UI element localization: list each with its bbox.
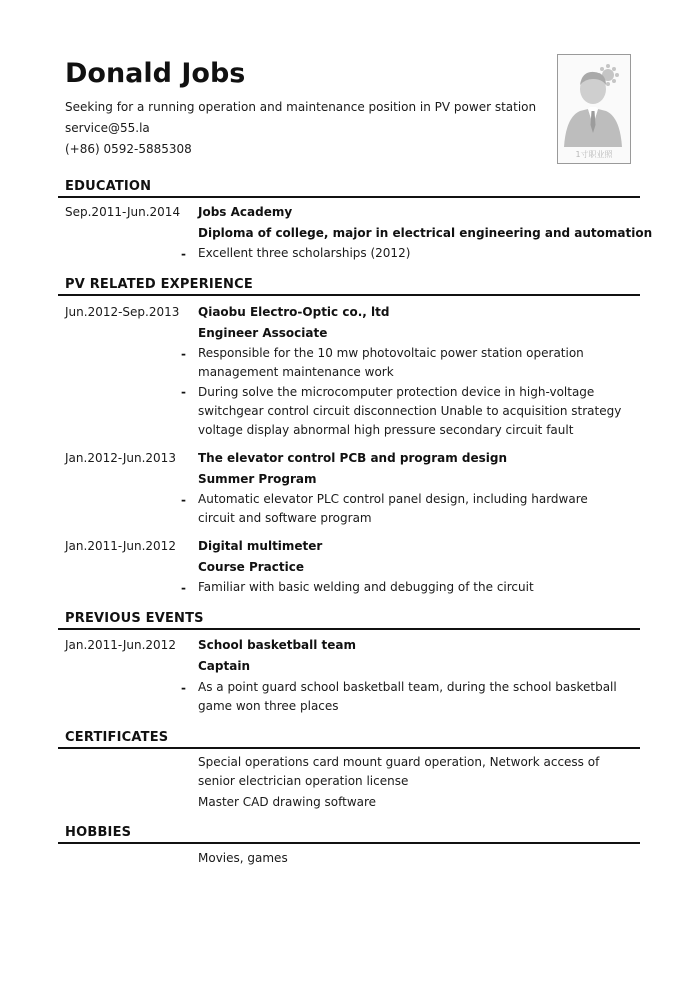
section-title-experience: PV RELATED EXPERIENCE	[65, 277, 253, 292]
education-date: Sep.2011-Jun.2014	[65, 205, 181, 219]
event-bullet: As a point guard school basketball team, during the school basketball game won three places	[198, 680, 617, 713]
section-title-events: PREVIOUS EVENTS	[65, 611, 204, 626]
phone-text: (+86) 0592-5885308	[65, 142, 192, 156]
event-role: Captain	[198, 659, 250, 673]
experience-date: Jun.2012-Sep.2013	[65, 305, 180, 319]
experience-bullet: Automatic elevator PLC control panel design, including hardware circuit and software program	[198, 492, 588, 525]
event-date: Jan.2011-Jun.2012	[65, 638, 176, 652]
section-divider	[58, 842, 640, 844]
certificate-item: Special operations card mount guard operation, Network access of senior electrician operation license	[198, 755, 600, 788]
experience-org: Digital multimeter	[198, 539, 323, 553]
section-title-certificates: CERTIFICATES	[65, 730, 169, 745]
person-silhouette-icon	[558, 55, 630, 163]
bullet-marker: -	[181, 385, 186, 399]
bullet-marker: -	[181, 347, 186, 361]
candidate-name: Donald Jobs	[65, 58, 246, 89]
experience-date: Jan.2011-Jun.2012	[65, 539, 176, 553]
section-title-hobbies: HOBBIES	[65, 825, 132, 840]
experience-date: Jan.2012-Jun.2013	[65, 451, 176, 465]
education-school: Jobs Academy	[198, 205, 293, 219]
experience-bullet: Responsible for the 10 mw photovoltaic power station operation management maintenance work	[198, 346, 584, 379]
profile-photo	[557, 54, 631, 164]
experience-org: Qiaobu Electro-Optic co., ltd	[198, 305, 390, 319]
experience-role: Engineer Associate	[198, 326, 328, 340]
bullet-marker: -	[181, 247, 186, 261]
email-text: service@55.la	[65, 121, 150, 135]
objective-text: Seeking for a running operation and maintenance position in PV power station	[65, 100, 537, 114]
experience-role: Course Practice	[198, 560, 304, 574]
section-divider	[58, 196, 640, 198]
photo-caption: 1寸职业照	[575, 150, 613, 159]
section-divider	[58, 294, 640, 296]
bullet-marker: -	[181, 493, 186, 507]
education-degree: Diploma of college, major in electrical engineering and automation	[198, 226, 653, 240]
experience-role: Summer Program	[198, 472, 317, 486]
experience-bullet: Familiar with basic welding and debugging of the circuit	[198, 580, 534, 594]
experience-bullet: During solve the microcomputer protection device in high-voltage switchgear control circuit disconnection Unable to acquisition strategy voltage display abnormal high pressure secondary circuit fault	[198, 385, 622, 437]
event-org: School basketball team	[198, 638, 357, 652]
section-divider	[58, 747, 640, 749]
section-title-education: EDUCATION	[65, 179, 152, 194]
hobbies-text: Movies, games	[198, 851, 288, 865]
education-bullet: Excellent three scholarships (2012)	[198, 246, 411, 260]
section-divider	[58, 628, 640, 630]
bullet-marker: -	[181, 581, 186, 595]
experience-org: The elevator control PCB and program design	[198, 451, 508, 465]
certificate-item: Master CAD drawing software	[198, 795, 377, 809]
bullet-marker: -	[181, 681, 186, 695]
